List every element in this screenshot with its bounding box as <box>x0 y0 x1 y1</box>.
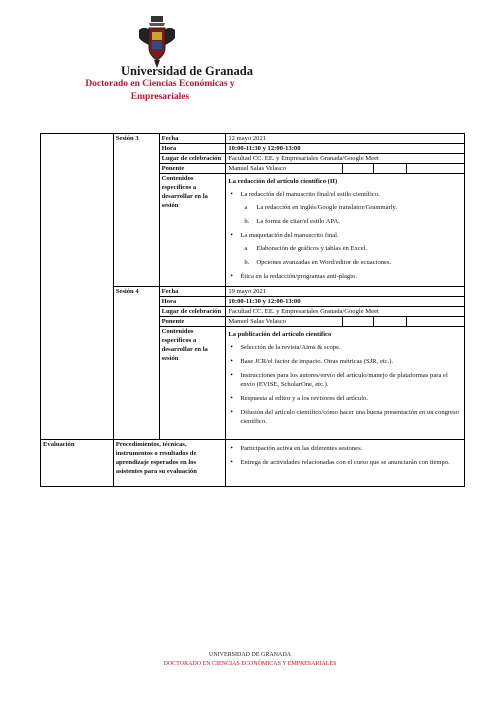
list-item: • Selección de la revista/Aims & scope. <box>240 343 462 352</box>
session-4-time-label: Hora <box>159 297 226 307</box>
session-3-place-label: Lugar de celebración <box>159 154 226 164</box>
list-item: • Instrucciones para los autores/envío del artículo/manejo de plataformas para el envío (EVISE, ScholarOne, etc.). <box>240 371 462 389</box>
session-3-time: 10:00-11:30 y 12:00-13:00 <box>226 144 465 154</box>
session-3-content-title: La redacción del artículo científico (II) <box>228 178 338 185</box>
session-4-time: 10:00-11:30 y 12:00-13:00 <box>226 297 465 307</box>
session-4-content <box>226 327 465 440</box>
list-item: • Ética en la redacción/programas anti-plagio. <box>240 272 462 281</box>
evaluation-label: Evaluación <box>41 440 114 487</box>
session-3-speaker-cell <box>226 164 465 174</box>
page-footer <box>0 651 500 669</box>
session-4-place-label: Lugar de celebración <box>159 307 226 317</box>
session-3-speaker-blank-2 <box>374 164 407 173</box>
university-name: Universidad de Granada <box>121 64 253 78</box>
session-3-label: Sesión 3 <box>113 134 159 287</box>
session-4-date: 19 mayo 2021 <box>226 287 465 297</box>
session-3-content <box>226 174 465 287</box>
session-4-speaker: Manuel Salas Velasco <box>226 317 343 326</box>
session-3-speaker: Manuel Salas Velasco <box>226 164 343 173</box>
session-4-content-title: La publicación del artículo científico <box>228 331 332 338</box>
footer-university: UNIVERSIDAD DE GRANADA <box>209 652 291 658</box>
list-item: • Base JCR/el factor de impacto. Otras métricas (SJR, etc.). <box>240 357 462 366</box>
session-3-content-label: Contenidos específicos a desarrollar en la sesión <box>159 174 226 287</box>
session-3-item-list <box>228 190 462 281</box>
session-3-place: Facultad CC. EE. y Empresariales Granada/Google Meet <box>226 154 465 164</box>
list-item: • Entrega de actividades relacionadas con el curso que se anunciarán con tiempo. <box>240 458 462 467</box>
list-item: • Difusión del artículo científico/cómo hacer una buena presentación en un congreso científico. <box>240 408 462 426</box>
session-3-speaker-label: Ponente <box>159 164 226 174</box>
left-blank-cell <box>41 134 114 440</box>
footer-program: DOCTORADO EN CIENCIAS ECONÓMICAS Y EMPRESARIALES <box>163 661 337 667</box>
session-4-item-list <box>228 343 462 426</box>
evaluation-criteria-label: Procedimientos, técnicas, instrumentos o resultados de aprendizaje esperados en los asistentes para su evaluación <box>113 440 226 487</box>
session-4-speaker-blank-3 <box>407 317 464 326</box>
session-4-speaker-label: Ponente <box>159 317 226 327</box>
schedule-table <box>40 133 465 487</box>
list-item: • Participación activa en las diferentes sesiones. <box>240 444 462 453</box>
university-crest-icon <box>137 16 177 68</box>
program-title: Doctorado en Ciencias Económicas y Empresariales <box>85 79 235 102</box>
sub-list-item: a La redacción en inglés/Google translator/Grammarly. <box>244 204 398 211</box>
session-3-time-label: Hora <box>159 144 226 154</box>
session-4-speaker-cell <box>226 317 465 327</box>
sub-list-item: b. La forma de citar/el estilo APA. <box>244 218 340 225</box>
session-3-date-label: Fecha <box>159 134 226 144</box>
sub-list-item: b. Opciones avanzadas en Word/editor de ecuaciones. <box>244 259 392 266</box>
list-item: • Respuesta al editor y a los revisores del artículo. <box>240 394 462 403</box>
session-3-date-row <box>41 134 465 144</box>
session-4-speaker-blank-1 <box>343 317 374 326</box>
list-item: • La redacción del manuscrito final/el estilo científico. a La redacción en inglés/Google translator/Grammarly. b. La forma de citar/el estilo APA. <box>240 190 462 226</box>
sub-list-item: a Elaboración de gráficos y tablas en Excel. <box>244 245 368 252</box>
evaluation-content <box>226 440 465 487</box>
session-4-label: Sesión 4 <box>113 287 159 440</box>
session-4-place: Facultad CC. EE. y Empresariales Granada/Google Meet <box>226 307 465 317</box>
session-3-speaker-blank-1 <box>343 164 374 173</box>
list-item: • La maquetación del manuscrito final. a Elaboración de gráficos y tablas en Excel. b. Opciones avanzadas en Word/editor de ecuaciones. <box>240 231 462 267</box>
session-4-date-label: Fecha <box>159 287 226 297</box>
session-4-content-label: Contenidos específicos a desarrollar en la sesión <box>159 327 226 440</box>
session-4-speaker-blank-2 <box>374 317 407 326</box>
session-3-date: 12 mayo 2021 <box>226 134 465 144</box>
evaluation-item-list <box>228 444 462 467</box>
evaluation-row <box>41 440 465 487</box>
session-3-speaker-blank-3 <box>407 164 464 173</box>
